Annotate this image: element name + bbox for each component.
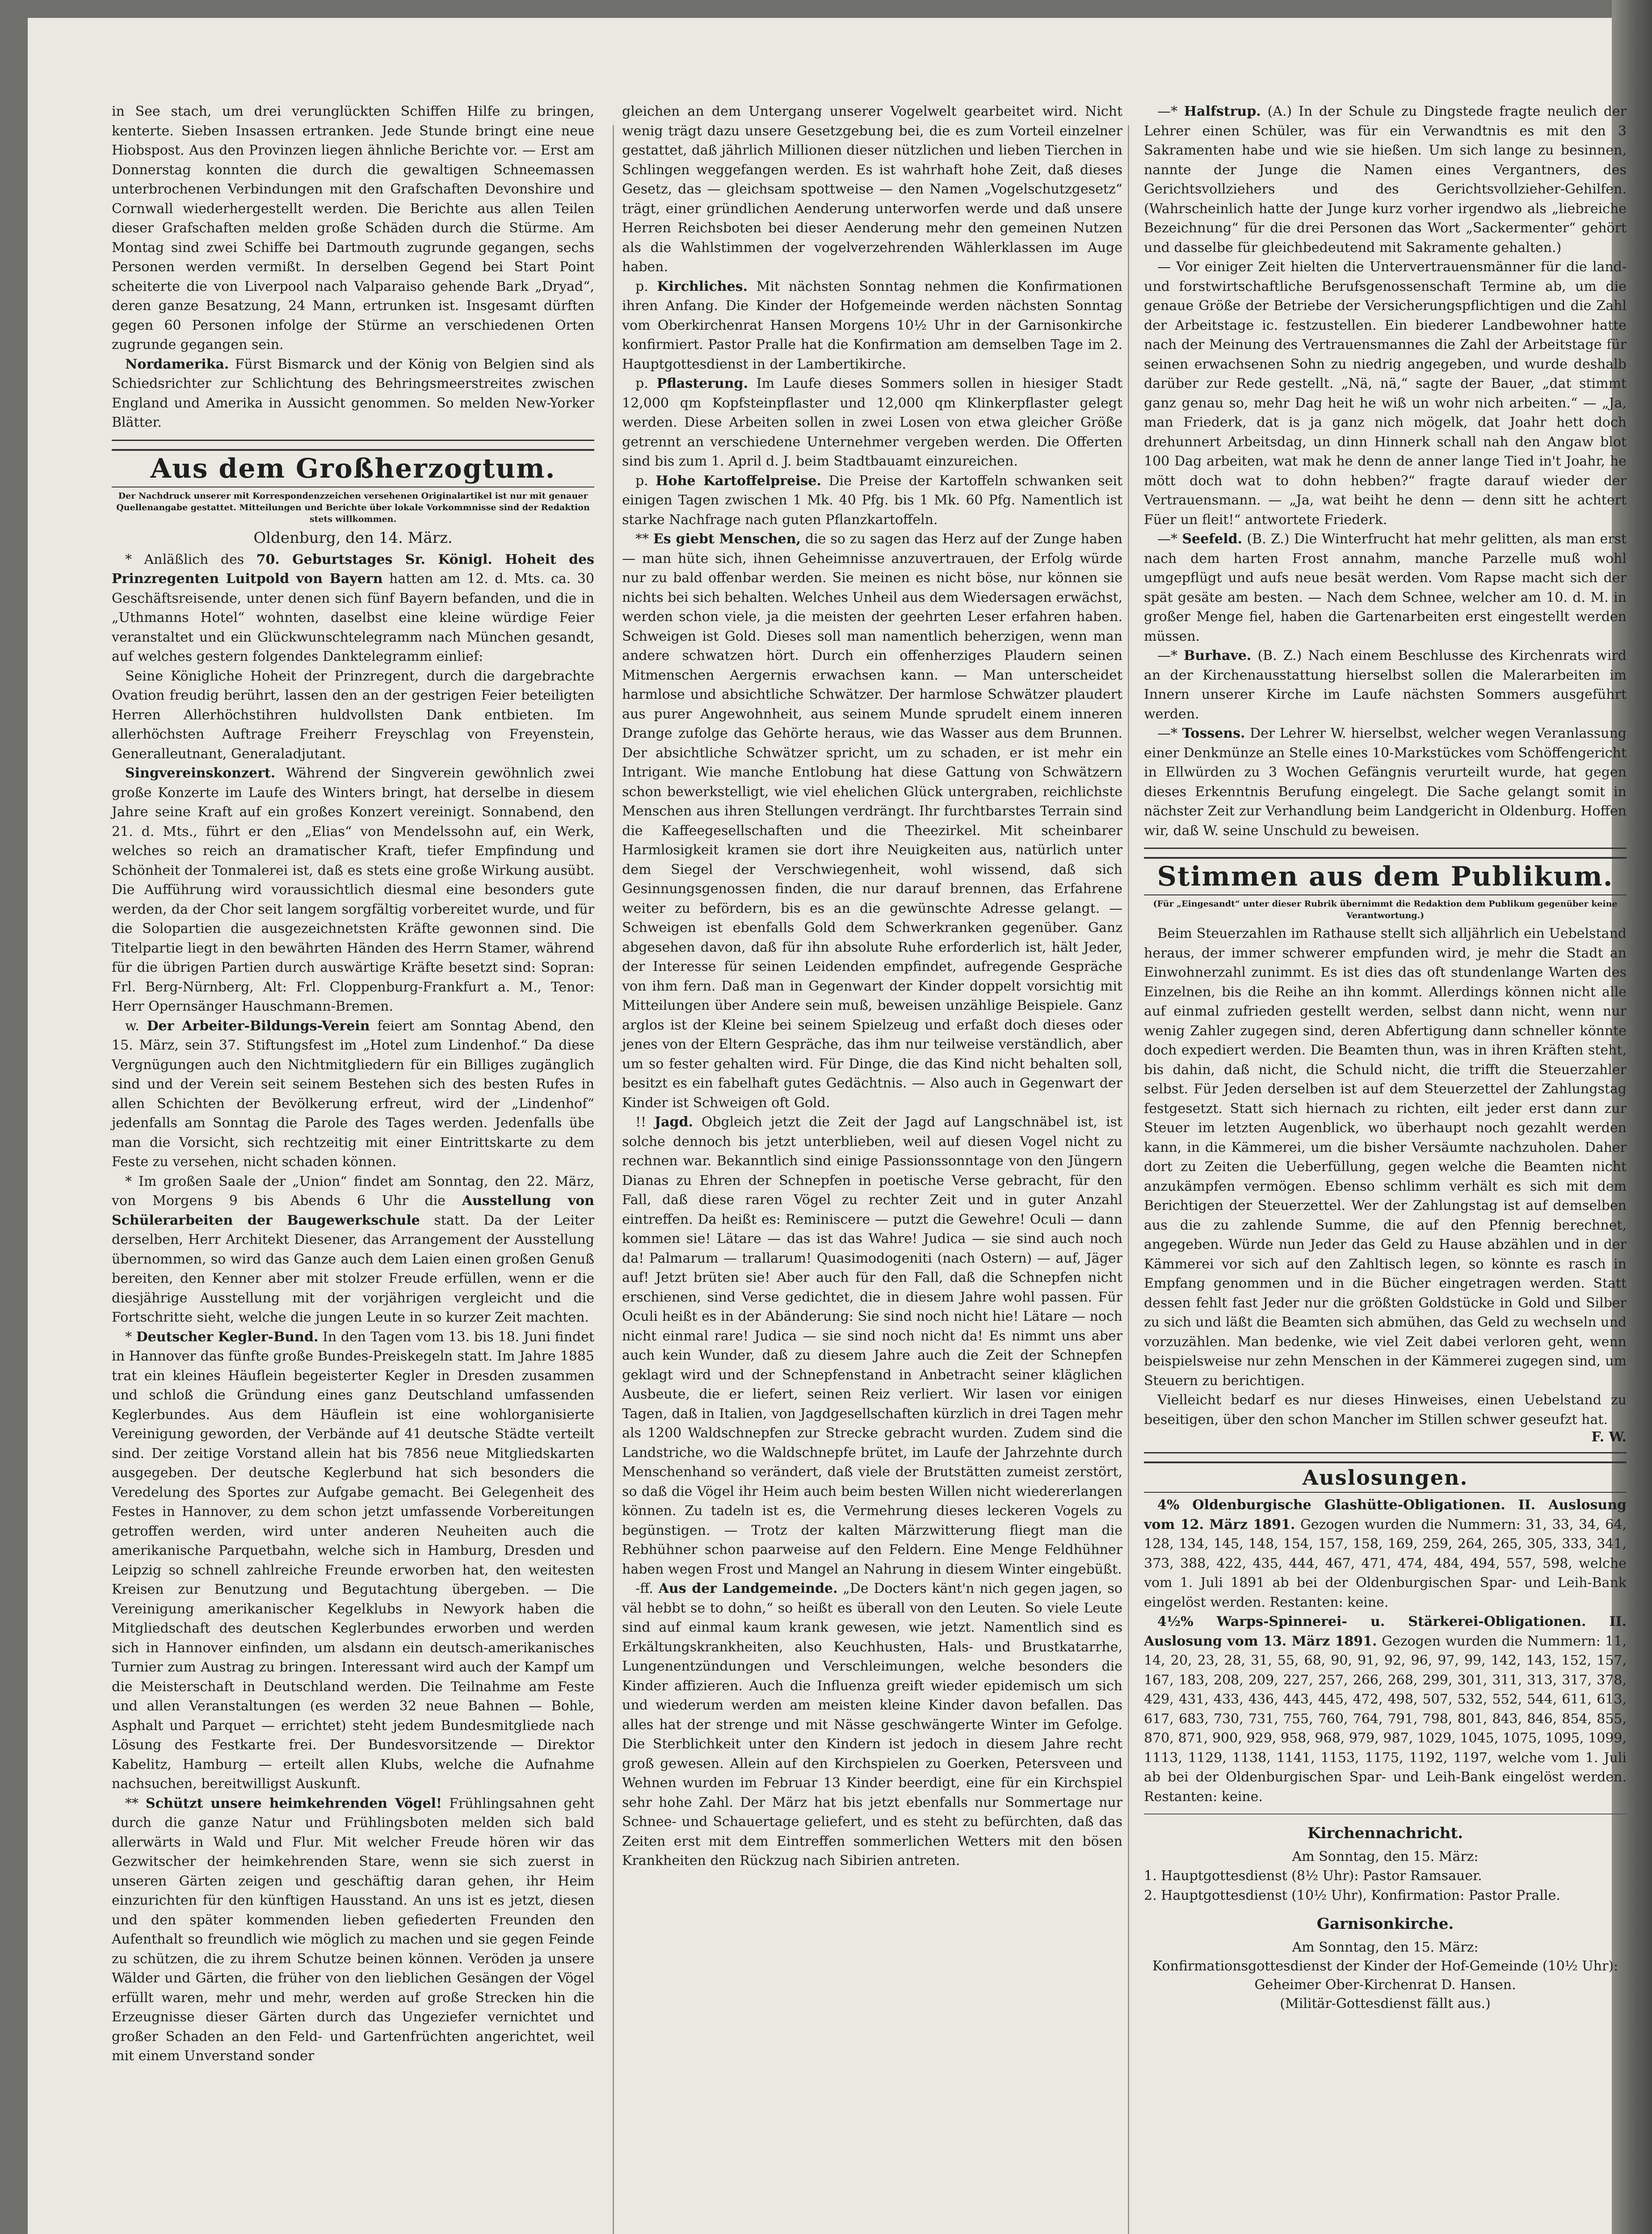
- article-heading: Halfstrup.: [1184, 104, 1261, 119]
- divider: [1144, 1452, 1627, 1453]
- service-date: Am Sonntag, den 15. März:: [1292, 1849, 1479, 1864]
- text: * Im großen Saale der „Union“ findet am Sonntag, den 22. März, von Morgens 9 bis Abends 6 Uhr die: [112, 1173, 594, 1209]
- dateline: Oldenburg, den 14. März.: [253, 529, 453, 547]
- article-menschen: [622, 529, 1122, 1113]
- text: Frühlingsahnen geht durch die ganze Natur und Frühlingsboten melden sich bald allerwärts in Wald und Flur. Mit welcher Freude hören wir das Gezwitscher der heimkehrenden Stare, wenn sie sich zuerst in unseren Gärten zeigen und geschäftig daran gehen, ihr Heim einzurichten für den künftigen Hausstand. An uns ist es jetzt, diesen und den später kommenden lieben gefiederten Freunden den Aufenthalt so freundlich wie möglich zu machen und sie gegen Feinde zu schützen, die zu ihrem Schutze beinen können. Veröden ja unsere Wälder und Gärten, die früher von den lieblichen Gesängen der Vögel erfüllt waren, mehr und mehr, werden auf große Strecken hin die Erzeugnisse dieser Gärten durch das Ungeziefer vernichtet und großer Schaden an den Feld- und Gartenfrüchten angerichtet, weil mit einem Unverstand sonder: [112, 1795, 594, 2064]
- text: * Anläßlich des: [125, 551, 256, 567]
- text: — Vor einiger Zeit hielten die Untervertrauensmänner für die land- und forstwirtschaftliche Berufsgenossenschaft Termine ab, um die genaue Größe der Betriebe der Versicherungspflichtigen und die Zahl der Arbeitstage ic. festzustellen. Ein biederer Landbewohner hatte nach der Meinung des Vertrauensmannes die Zahl der Arbeitstage für seinen erwachsenen Sohn zu niedrig angegeben, und wurde deshalb darüber zur Rede gestellt. „Nä, nä,“ sagte der Bauer, „dat stimmt ganz genau so, mehr Dag heit he wiß un wohr nich arbeiten.“ — „Ja, man Friederk, dat is ja ganz nich mögelk, dat Joahr hett doch drehunnert Arbeitsdag, un dinn Hinnerk schall nah den Angaw blot 100 Dag arbeiten, wat mak he denn de anner lange Tied in't Joahr, he mött doch wat to dohn hebben?“ fragte darauf wieder der Vertrauensmann. — „Ja, wat beiht he denn — denn sitt he achtert Füer un fleit!“ antwortete Friederk.: [1144, 259, 1627, 528]
- article-ausstellung: [112, 1172, 594, 1327]
- text: Fürst Bismarck und der König von Belgien sind als Schiedsrichter zur Schlichtung des Behringsmeerstreites zwischen England und Amerika in Aussicht genommen. So melden New-Yorker Blätter.: [112, 356, 594, 430]
- article-seefeld: [1144, 529, 1627, 646]
- reprint-notice: Der Nachdruck unserer mit Korrespondenzzeichen versehenen Originalartikel ist nur mit genauer Quellenangabe gestattet. Mitteilungen und Berichte über lokale Vorkommnisse sind der Redaktion stets willkommen.: [116, 491, 590, 524]
- service-line: 1. Hauptgottesdienst (8½ Uhr): Pastor Ramsauer.: [1144, 1868, 1482, 1884]
- text: Gezogen wurden die Nummern: 11, 14, 20, 23, 28, 31, 55, 68, 90, 91, 92, 96, 97, 99, 142, 143, 152, 157, 167, 183, 208, 209, 227, 257, 266, 268, 299, 301, 311, 313, 317, 378, 429, 431, 433, 436, 443, 445, 472, 498, 507, 532, 552, 544, 611, 613, 617, 683, 730, 731, 755, 760, 764, 791, 798, 801, 843, 846, 854, 855, 870, 871, 900, 929, 958, 968, 979, 987, 1029, 1045, 1075, 1095, 1099, 1113, 1129, 1138, 1141, 1153, 1175, 1192, 1197, welche vom 1. Juli ab bei der Oldenburgischen Spar- und Leih-Bank eingelöst werden. Restanten: keine.: [1144, 1633, 1627, 1805]
- service-line: Konfirmationsgottesdienst der Kinder der Hof-Gemeinde (10½ Uhr): Geheimer Ober-Kirchenrat D. Hansen.: [1152, 1958, 1618, 1993]
- article-landgemeinde: [622, 1579, 1122, 1871]
- article-heading: Der Arbeiter-Bildungs-Verein: [147, 1018, 370, 1034]
- article-heading: Kirchliches.: [657, 278, 748, 294]
- text: **: [635, 531, 653, 547]
- service-line: (Militär-Gottesdienst fällt aus.): [1280, 1996, 1491, 2011]
- column-right: [1144, 102, 1627, 2013]
- text: -ff.: [635, 1581, 659, 1596]
- section-heading: Stimmen aus dem Publikum.: [1144, 857, 1627, 895]
- text: In den Tagen vom 13. bis 18. Juni findet in Hannover das fünfte große Bundes-Preiskegeln statt. Im Jahre 1885 trat ein kleines Häuflein begeisterter Kegler in Dresden zusammen und schloß die Gründung eines ganz Deutschland umfassenden Keglerbundes. Aus dem Häuflein ist eine wohlorganisierte Vereinigung geworden, der Verbände auf 41 deutsche Städte verteilt sind. Der zeitige Vorstand allein hat bis 7856 neue Mitgliedskarten ausgegeben. Der deutsche Keglerbund hat sich besonders die Veredelung des Sportes zur Aufgabe gemacht. Bei Gelegenheit des Festes in Hannover, zu dem schon jetzt umfassende Vorbereitungen getroffen werden, wird unter anderen Neuheiten auch die amerikanische Parquetbahn, welche sich in Hamburg, Dresden und Leipzig so schnell zahlreiche Freunde erworben hat, den weitesten Kreisen zur Benutzung und Begutachtung übergeben. — Die Vereinigung amerikanischer Kegelklubs in Newyork haben die Mitgliedschaft des deutschen Keglerbundes erworben und werden sich in Hannover einfinden, um alsdann ein deutsch-amerikanisches Turnier zum Austrag zu bringen. Interessant wird auch der Kampf um die Meisterschaft in Deutschland werden. Die Teilnahme am Feste und allen Veranstaltungen (es werden 32 neue Bahnen — Bohle, Asphalt und Parquet — errichtet) steht jedem Bundesmitgliede nach Lösung des Festkarte frei. Der Bundesvorsitzende — Direktor Kabelitz, Hamburg — erteilt allen Klubs, welche die Aufnahme nachsuchen, bereitwilligst Auskunft.: [112, 1329, 594, 1792]
- text: w.: [125, 1018, 147, 1034]
- text: (B. Z.) Die Winterfrucht hat mehr gelitten, als man erst nach dem harten Frost annahm, manche Parzelle muß wohl umgepflügt und aufs neue besät werden. Vom Rapse macht sich der spät gesäte am besten. — Nach dem Schnee, welcher am 10. d. M. in großer Menge fiel, haben die Gartenarbeiten erst eingestellt werden müssen.: [1144, 531, 1627, 644]
- text: Der Lehrer W. hierselbst, welcher wegen Veranlassung einer Denkmünze an Stelle eines 10-Markstückes vom Schöffengericht in Ellwürden zu 3 Wochen Gefängnis verurteilt wurde, hat gegen dieses Erkenntnis Berufung eingelegt. Die Sache gelangt somit in nächster Zeit zur Verhandlung beim Landgericht in Oldenburg. Hoffen wir, daß W. seine Unschuld zu beweisen.: [1144, 726, 1627, 839]
- article-singverein: [112, 764, 594, 1016]
- article-heading: 4% Oldenburgische Glashütte-Obligationen. II. Auslosung vom 12. März 1891.: [1144, 1497, 1627, 1533]
- article-heading: Ausstellung von Schülerarbeiten der Baugewerkschule: [112, 1193, 594, 1228]
- article-voegel: [112, 1794, 594, 2066]
- text: gleichen an dem Untergang unserer Vogelwelt gearbeitet wird. Nicht wenig trägt dazu unsere Gesetzgebung bei, die es zum Vorteil einzelner gestattet, daß jährlich Millionen dieser nützlichen und lieben Tierchen in Schlingen weggefangen werden. Es ist wahrhaft hohe Zeit, daß dieses Gesetz, das — gleichsam spottweise — den Namen „Vogelschutzgesetz“ trägt, einer gründlichen Aenderung unterworfen werde und daß unsere Herren Reichsboten bei dieser Aenderung mehr den gemeinen Nutzen als die Wahlstimmen der vogelverzehrenden Wählerklassen im Auge haben.: [622, 104, 1122, 275]
- service-line: 2. Hauptgottesdienst (10½ Uhr), Konfirmation: Pastor Pralle.: [1144, 1887, 1560, 1903]
- column-rule: [613, 125, 614, 2234]
- text: hatten am 12. d. Mts. ca. 30 Geschäftsreisende, unter denen sich fünf Bayern befanden, und die in „Uthmanns Hotel“ wohnten, daselbst eine kleine würdige Feier veranstaltet und ein Glückwunschtelegramm nach München gesandt, auf welches gestern folgendes Danktelegramm einlief:: [112, 571, 594, 664]
- article-kartoffelpreise: [622, 471, 1122, 530]
- article-storm-report: [112, 102, 594, 355]
- letter-conclusion: [1144, 1390, 1627, 1429]
- article-heading: Hohe Kartoffelpreise.: [656, 473, 821, 489]
- article-halfstrup: [1144, 102, 1627, 257]
- article-prinzregent: [112, 550, 594, 667]
- text: **: [125, 1795, 146, 1811]
- article-arbeiter-verein: [112, 1016, 594, 1172]
- article-heading: Deutscher Kegler-Bund.: [136, 1329, 319, 1345]
- text: —*: [1157, 531, 1182, 547]
- text: Obgleich jetzt die Zeit der Jagd auf Langschnäbel ist, ist solche dennoch bis jetzt unterblieben, weil auf diesen Vogel nicht zu rechnen war. Bekanntlich sind einige Passionssonntage von den Jüngern Dianas zu Ehren der Schnepfen in poetische Verse gebracht, für den Fall, daß diese raren Vögel zu rechter Zeit und in guter Anzahl eintreffen. Da heißt es: Reminiscere — putzt die Gewehre! Oculi — dann kommen sie! Lätare — das ist das Wahre! Judica — sie sind auch noch da! Palmarum — trallarum! Quasimodogeniti (nach Ostern) — auf, Jäger auf! Jetzt brüten sie! Aber auch für den Fall, daß die Schnepfen nicht erschienen, sind Verse gedichtet, die in diesem Jahre wohl passen. Für Oculi heißt es in der Abänderung: Sie sind noch nicht hie! Lätare — noch nicht einmal rare! Judica — sie sind noch nicht da! Es nimmt uns aber auch kein Wunder, daß zu diesem Jahre auch die Zeit der Schnepfen geklagt wird und der Schnepfenstand in Anbetracht seiner kläglichen Ausbeute, die er liefert, seinen Reiz verliert. Wir lasen vor einigen Tagen, daß in Italien, von Jagdgesellschaften kürzlich in drei Tagen mehr als 1200 Waldschnepfen zur Strecke gebracht wurden. Zudem sind die Landstriche, wo die Waldschnepfe brütet, im Laufe der Jahrzehnte durch Menschenhand so verändert, daß viele der Brutstätten zumeist zerstört, so daß die Vögel ihr Heim auch beim besten Willen nicht wiedererlangen können. Zu tadeln ist es, die Vermehrung dieses leckeren Vogels zu begünstigen. — Trotz der kalten Märzwitterung fliegt man die Rebhühner schon paarweise auf den Feldern. Eine Menge Feldhühner haben wegen Frost und Mangel an Nahrung in diesem Winter eingebüßt.: [622, 1114, 1122, 1577]
- text: die so zu sagen das Herz auf der Zunge haben — man hüte sich, ihnen Geheimnisse anzuvertrauen, der Erfolg würde nur zu bald offenbar werden. Sie meinen es nicht böse, nur können sie nichts bei sich behalten. Welches Unheil aus dem Wiedersagen erwächst, werden schon viele, ja die meisten der geehrten Leser erfahren haben. Schweigen ist Gold. Dieses soll man namentlich beherzigen, wenn man andere schwatzen hört. Durch ein offenherziges Plaudern seinen Mitmenschen Aergernis erwachsen kann. — Man unterscheidet harmlose und absichtliche Schwätzer. Der harmlose Schwätzer plaudert aus purer Angewohnheit, aus seinem Munde sprudelt einem inneren Drange zufolge das Gehörte heraus, wie das Wasser aus dem Brunnen. Der absichtliche Schwätzer spricht, um zu schaden, er ist mehr ein Intrigant. Wie manche Entlobung hat diese Gattung von Schwätzern schon bewerkstelligt, wie viel ehelichen Glück untergraben, reichlichste Menschen aus ihren Stellungen verdrängt. Ihr furchtbarstes Terrain sind die Kaffeegesellschaften und die Theezirkel. Mit scheinbarer Harmlosigkeit kramen sie dort ihre Neuigkeiten aus, natürlich unter dem Siegel der Verschwiegenheit, wohl wissend, daß sich Gesinnungsgenossen finden, die nur darauf brennen, das Erfahrene weiter zu befördern, bis es an die gewünschte Adresse gelangt. — Schweigen ist ebenfalls Gold dem Schwerkranken gegenüber. Ganz abgesehen davon, daß für ihn absolute Ruhe erforderlich ist, hält Jeder, der Interesse für seinen Leidenden empfindet, aufregende Gespräche von ihm fern. Daß man in Gegenwart der Kinder doppelt vorsichtig mit Mitteilungen über Andere sein muß, beweisen unzählige Beispiele. Ganz arglos ist der Kleine bei seinem Spielzeug und erfaßt doch dieses oder jenes von der Eltern Gespräche, das ihm nur teilweise verständlich, aber um so fester gehalten wird. Für Dinge, die das Kind nicht behalten soll, besitzt es ein fabelhaft gutes Gedächtnis. — Also auch in Gegenwart der Kinder ist Schweigen oft Gold.: [622, 531, 1122, 1111]
- letter-signature: F. W.: [1591, 1429, 1627, 1445]
- auslosung-glashuette: [1144, 1495, 1627, 1612]
- editorial-disclaimer: (Für „Eingesandt“ unter dieser Rubrik übernimmt die Redaktion dem Publikum gegenüber keine Verantwortung.): [1153, 899, 1618, 920]
- text: Während der Singverein gewöhnlich zwei große Konzerte im Laufe des Winters bringt, hat derselbe in diesem Jahre seine Kraft auf ein großes Konzert vereinigt. Sonnabend, den 21. d. Mts., führt er den „Elias“ von Mendelssohn auf, ein Werk, welches so reich an dramatischer Kraft, tiefer Empfindung und Schönheit der Tonmalerei ist, daß es stets eine große Wirkung ausübt. Die Aufführung wird voraussichtlich diesmal eine besonders gute werden, da der Chor seit langem sorgfältig vorbereitet wurde, und für die Solopartien die ausgezeichnetsten Kräfte gewonnen sind. Die Titelpartie liegt in den bewährten Händen des Herrn Stamer, während für die übrigen Partien durch auswärtige Kräfte besetzt sind: Sopran: Frl. Berg-Nürnberg, Alt: Frl. Cloppenburg-Frankfurt a. M., Tenor: Herr Opernsänger Hauschmann-Bremen.: [112, 765, 594, 1014]
- section-heading: Auslosungen.: [1144, 1461, 1627, 1493]
- article-heading: Pflasterung.: [656, 376, 748, 391]
- article-heading: Burhave.: [1184, 648, 1252, 663]
- article-vertrauensmann: [1144, 257, 1627, 529]
- divider: [112, 440, 594, 441]
- article-kegler-bund: [112, 1327, 594, 1794]
- article-heading: Tossens.: [1182, 726, 1245, 741]
- article-burhave: [1144, 646, 1627, 724]
- auslosung-warps: [1144, 1612, 1627, 1806]
- article-nordamerika: [112, 355, 594, 433]
- text: !!: [635, 1114, 655, 1130]
- text: Beim Steuerzahlen im Rathause stellt sich alljährlich ein Uebelstand heraus, der immer schwerer empfunden wird, je mehr die Stadt an Einwohnerzahl zunimmt. Es ist dies das oft stundenlange Warten des Einzelnen, bis die Reihe an ihn kommt. Allerdings können nicht alle auf einmal zufrieden gestellt werden, selbst dann nicht, wenn nur wenig Zahler zugegen sind, deren Abfertigung dann schneller könnte doch expediert werden. Die Beamten thun, was in ihren Kräften steht, bis dahin, daß nicht, die Schuld nicht, die trifft die Steuerzahler selbst. Für Jeden derselben ist auf dem Steuerzettel der Zahlungstag festgesetzt. Statt sich hiernach zu richten, eilt jeder erst dann zur Steuer im letzten Augenblick, wo überhaupt noch gezahlt werden kann, in die Kämmerei, um die bisher Versäumte nachzuholen. Daher dort zu Zeiten die Ueberfüllung, gegen welche die Beamten nicht anzukämpfen vermögen. Ebenso schlimm verhält es sich mit dem Berichtigen der Steuerzettel. Wer der Zahlungstag ist auf demselben aus die zu zahlende Summe, die auf den Pfennig berechnet, angegeben. Würde nun Jeder das Geld zu Hause abzählen und in der Kämmerei vor sich auf den Zahltisch legen, so könnte es rasch in Empfang genommen und in die Bücher eingetragen werden. Statt dessen fehlt fast Jeder nur die größten Goldstücke in Gold und Silber zu sich und läßt die Beamten sich abmühen, das Geld zu wechseln und vorzuzählen. Man bedenke, wie viel Zeit dabei verloren geht, wenn beispielsweise nur zehn Menschen in der Kämmerei zugegen sind, um Steuern zu berichtigen.: [1144, 926, 1627, 1389]
- column-middle: [622, 102, 1122, 1871]
- text: —*: [1157, 726, 1182, 741]
- article-tossens: [1144, 724, 1627, 840]
- text: Vielleicht bedarf es nur dieses Hinweises, einen Uebelstand zu beseitigen, über den schon Mancher im Stillen schwer geseufzt hat.: [1144, 1392, 1627, 1428]
- column-rule: [1128, 125, 1129, 2234]
- section-heading: Kirchennachricht.: [1307, 1824, 1463, 1842]
- telegram-text: [112, 667, 594, 764]
- article-heading: Jagd.: [654, 1114, 693, 1130]
- article-heading: Nordamerika.: [125, 356, 229, 372]
- text: (A.) In der Schule zu Dingstede fragte neulich der Lehrer einen Schüler, was für ein Verwandtnis es mit den 3 Sakramenten habe und wie sie hießen. Um sich lange zu besinnen, nannte der Junge die Namen eines Vergantners, des Gerichtsvollziehers und des Gerichtsvollzieher-Gehilfen. (Wahrscheinlich hatte der Junge kurz vorher irgendwo als „liebreiche Bezeichnung“ für die drei Personen das Wort „Sackermenter“ gehört und dasselbe für gleichbedeutend mit Sakramente gehalten.): [1144, 104, 1627, 256]
- text: feiert am Sonntag Abend, den 15. März, sein 37. Stiftungsfest im „Hotel zum Lindenhof.“ Da diese Vergnügungen auch den Nichtmitgliedern für ein Billiges zugänglich sind und der Verein seit seinem Bestehen sich des besten Rufes in allen Schichten der Bevölkerung erfreut, wird der „Lindenhof“ jedenfalls am Sonntag die Parole des Tages werden. Jedenfalls übe man die Vorsicht, sich rechtzeitig mit einer Eintrittskarte zu dem Feste zu versehen, nicht schaden können.: [112, 1018, 594, 1170]
- text: Mit nächsten Sonntag nehmen die Konfirmationen ihren Anfang. Die Kinder der Hofgemeinde werden nächsten Sonntag vom Oberkirchenrat Hansen Morgens 10½ Uhr in der Garnisonkirche konfirmiert. Pastor Pralle hat die Konfirmation am demselben Tage im 2. Hauptgottesdienst in der Lambertikirche.: [622, 278, 1122, 372]
- text: Gezogen wurden die Nummern: 31, 33, 34, 64, 128, 134, 145, 148, 154, 157, 158, 169, 259, 264, 265, 305, 333, 341, 373, 388, 422, 435, 444, 467, 471, 474, 484, 494, 557, 598, welche vom 1. Juli 1891 ab bei der Oldenburgischen Spar- und Leih-Bank eingelöst werden. Restanten: keine.: [1144, 1516, 1627, 1610]
- letter-steuerzahlen: [1144, 924, 1627, 1390]
- article-heading: Aus der Landgemeinde.: [658, 1581, 838, 1596]
- service-date: Am Sonntag, den 15. März:: [1292, 1940, 1479, 1955]
- section-heading: Aus dem Großherzogtum.: [112, 449, 594, 487]
- column-left: [112, 102, 594, 2066]
- article-pflasterung: [622, 374, 1122, 471]
- article-voegel-cont: [622, 102, 1122, 277]
- text: (B. Z.) Nach einem Beschlusse des Kirchenrats wird an der Kirchenausstattung hierselbst sollen die Malerarbeiten im Innern unserer Kirche im Laufe nächsten Sommers ausgeführt werden.: [1144, 648, 1627, 722]
- text: —*: [1157, 104, 1184, 119]
- text: „De Docters känt'n nich gegen jagen, so väl hebbt se to dohn,“ so heißt es überall von den Leuten. So viele Leute sind auf einmal kaum krank gewesen, wie jetzt. Namentlich sind es Erkältungskrankheiten, also Keuchhusten, Hals- und Brustkatarrhe, Lungenentzündungen und Verschleimungen, welche besonders die Kinder affizieren. Auch die Influenza greift wieder epidemisch um sich und wiederum werden am meisten kleine Kinder davon befallen. Das alles hat der strenge und mit Nässe geschwängerte Winter im Gefolge. Die Sterblichkeit unter den Kindern ist jedoch in diesem Jahre recht groß gewesen. Allein auf den Kirchspielen zu Goerken, Petersveen und Wehnen wurden im Februar 13 Kinder beerdigt, eine für ein Kirchspiel sehr hohe Zahl. Der März hat bis jetzt ebenfalls nur Sommertage nur Schnee- und Schauertage geliefert, und es steht zu befürchten, daß das Zeiten erst mit dem Eintreffen sommerlichen Wetters mit den bösen Krankheiten den Rückzug nach Sibirien antreten.: [622, 1581, 1122, 1869]
- text: in See stach, um drei verunglückten Schiffen Hilfe zu bringen, kenterte. Sieben Insassen ertranken. Jede Stunde bringt eine neue Hiobspost. Aus den Provinzen liegen ähnliche Berichte vor. — Erst am Donnerstag konnten die durch die gewaltigen Schneemassen unterbrochenen Verbindungen mit den Grafschaften Devonshire und Cornwall wiederhergestellt werden. Die Berichte aus allen Teilen dieser Grafschaften melden große Schäden durch die Stürme. Am Montag sind zwei Schiffe bei Dartmouth zugrunde gegangen, sechs Personen werden vermißt. In derselben Gegend bei Start Point scheiterte die von Liverpool nach Valparaiso gehende Bark „Dryad“, deren ganze Besatzung, 24 Mann, ertrunken ist. Insgesamt dürften gegen 60 Personen infolge der Stürme an verschiedenen Orten zugrunde gegangen sein.: [112, 104, 594, 353]
- section-heading: Garnisonkirche.: [1316, 1915, 1454, 1933]
- text: statt. Da der Leiter derselben, Herr Architekt Diesener, das Arrangement der Ausstellung übernommen, so wird das Ganze auch dem Laien einen großen Genuß bereiten, den Kenner aber mit stolzer Freude erfüllen, wenn er die diesjährige Ausstellung mit der vorjährigen vergleicht und die Fortschritte sieht, welche die jungen Leute in so kurzer Zeit machten.: [112, 1212, 594, 1325]
- text: Seine Königliche Hoheit der Prinzregent, durch die dargebrachte Ovation freudig berührt, lassen den an der gestrigen Feier beteiligten Herren Allerhöchstihren huldvollsten Dank entbieten. Im allerhöchsten Auftrage Freiherr Freyschlag von Freyenstein, Generalleutnant, Generaladjutant.: [112, 668, 594, 762]
- article-heading: Es giebt Menschen,: [653, 531, 801, 547]
- text: Im Laufe dieses Sommers sollen in hiesiger Stadt 12,000 qm Kopfsteinpflaster und 12,000 qm Klinkerpflaster gelegt werden. Diese Arbeiten sollen in zwei Losen von etwa gleicher Größe getrennt an verschiedene Unternehmer vergeben werden. Die Offerten sind bis zum 1. April d. J. beim Stadtbauamt einzureichen.: [622, 376, 1122, 469]
- article-heading: Seefeld.: [1182, 531, 1242, 547]
- text: p.: [635, 376, 657, 391]
- article-kirchliches: [622, 277, 1122, 374]
- article-jagd: [622, 1113, 1122, 1579]
- text: *: [125, 1329, 136, 1345]
- divider: [1144, 848, 1627, 849]
- article-heading: 4½% Warps-Spinnerei- u. Stärkerei-Obligationen. II. Auslosung vom 13. März 1891.: [1144, 1614, 1627, 1649]
- article-heading: Singvereinskonzert.: [125, 765, 276, 781]
- article-heading: Schützt unsere heimkehrenden Vögel!: [146, 1795, 442, 1811]
- article-heading: 70. Geburtstages Sr. Königl. Hoheit des Prinzregenten Luitpold von Bayern: [112, 551, 594, 587]
- text: Die Preise der Kartoffeln schwanken seit einigen Tagen zwischen 1 Mk. 40 Pfg. bis 1 Mk. 60 Pfg. Namentlich ist starke Nachfrage nach guten Pflanzkartoffeln.: [622, 473, 1122, 528]
- text: p.: [635, 473, 656, 489]
- text: —*: [1157, 648, 1184, 663]
- text: p.: [635, 278, 657, 294]
